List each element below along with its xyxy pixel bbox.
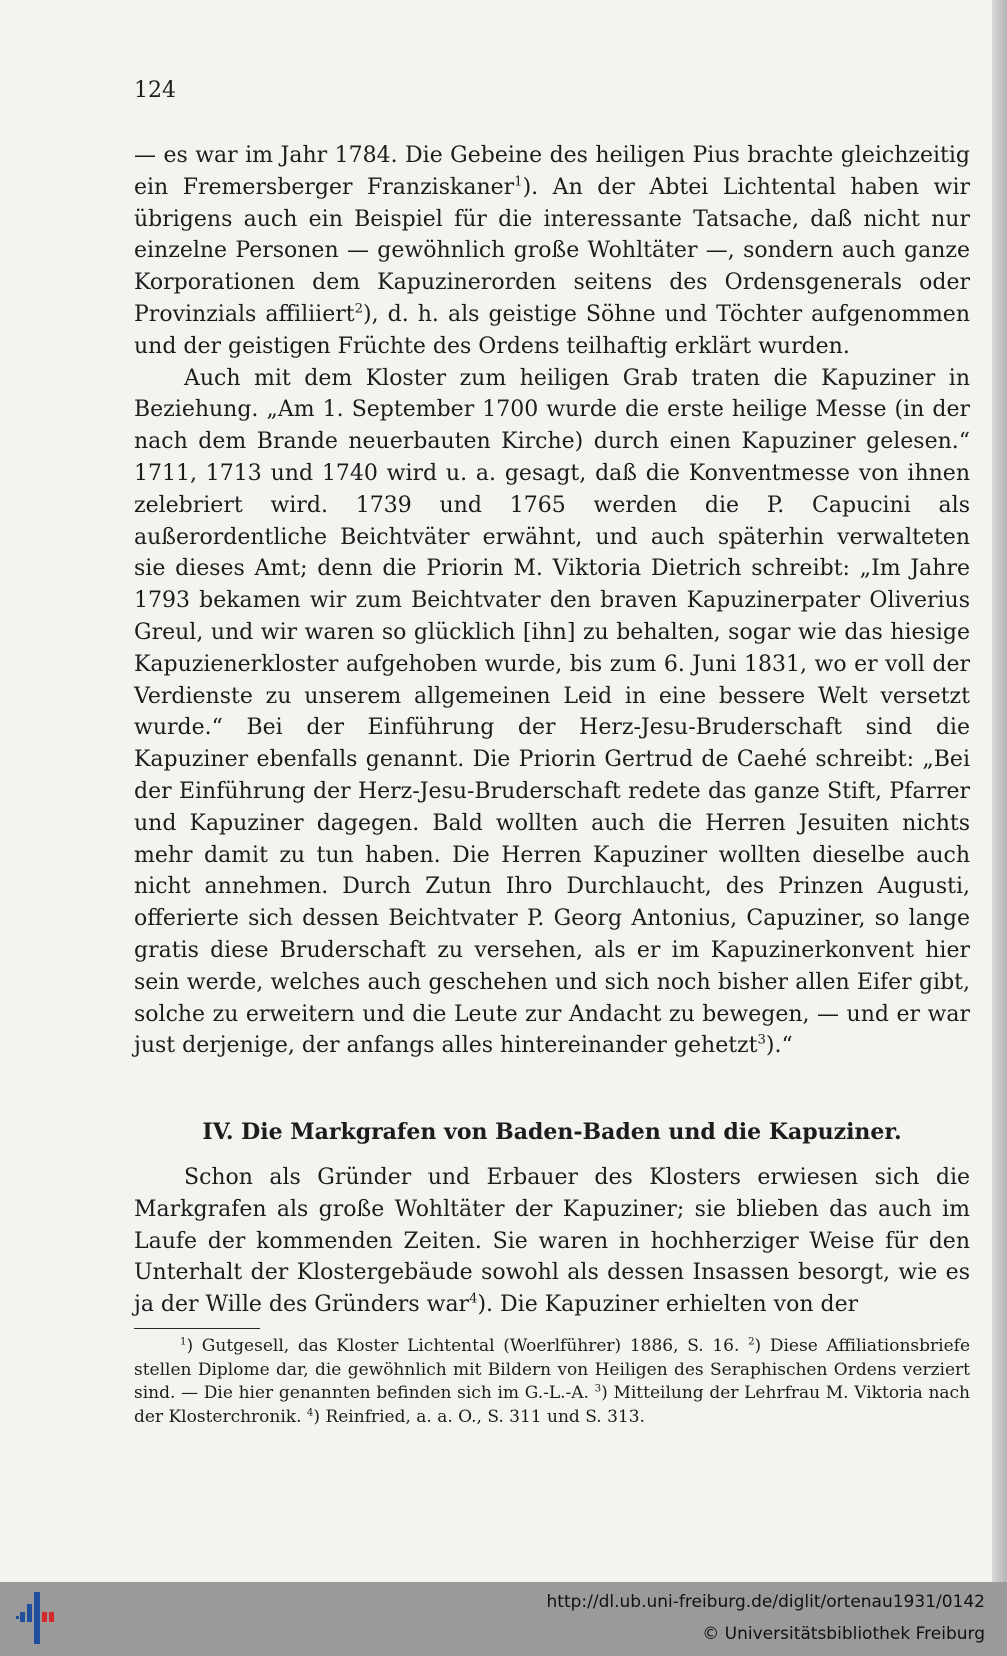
ub-freiburg-logo-icon xyxy=(14,1590,60,1646)
footnote-ref-4: 4 xyxy=(469,1291,478,1307)
footnote-ref-2: 2 xyxy=(354,301,363,317)
copyright-notice: © Universitätsbibliothek Freiburg xyxy=(702,1624,985,1644)
source-url-link[interactable]: http://dl.ub.uni-freiburg.de/diglit/ortenau1931/0142 xyxy=(546,1592,985,1612)
page-number: 124 xyxy=(134,78,176,103)
page-edge xyxy=(992,0,1007,1582)
footnote-ref-1: 1 xyxy=(514,174,523,190)
section-text xyxy=(134,1162,970,1321)
footnote-divider xyxy=(134,1328,260,1329)
footnote-ref-3: 3 xyxy=(757,1032,766,1048)
paragraph-2: Auch mit dem Kloster zum heiligen Grab traten die Kapuziner in Beziehung. „Am 1. September 1700 wurde die erste heilige Messe (in der nach dem Brande neuerbauten Kirche) durch einen Kapuziner gelesen.“ 1711, 1713 und 1740 wird u. a. gesagt, daß die Konventmesse von ihnen zelebriert wird. 1739 und 1765 werden die P. Capucini als außerordentliche Beichtväter erwähnt, und auch späterhin verwalteten sie dieses Amt; denn die Priorin M. Viktoria Dietrich schreibt: „Im Jahre 1793 bekamen wir zum Beichtvater den braven Kapuzinerpater Oliverius Greul, und wir waren so glücklich [ihn] zu behalten, sogar wie das hiesige Kapuzienerkloster aufgehoben wurde, bis zum 6. Juni 1831, wo er voll der Verdienste zu unserem allgemeinen Leid in eine bessere Welt versetzt wurde.“ Bei der Einführung der Herz-Jesu-Bruderschaft sind die Kapuziner ebenfalls genannt. Die Priorin Gertrud de Caehé schreibt: „Bei der Einführung der Herz-Jesu-Bruderschaft redete das ganze Stift, Pfarrer und Kapuziner dagegen. Bald wollten auch die Herren Jesuiten nichts mehr damit zu tun haben. Die Herren Kapuziner wollten dieselbe auch nicht annehmen. Durch Zutun Ihro Durchlaucht, des Prinzen Augusti, offerierte sich dessen Beichtvater P. Georg Antonius, Capuziner, so lange gratis diese Bruderschaft zu versehen, als er im Kapuzinerkonvent hier sein werde, welches auch geschehen und sich noch bisher allen Eifer gibt, solche zu erweitern und die Leute zur Andacht zu bewegen, — und er war just derjenige, der anfangs alles hintereinander gehetzt$^3$).“ xyxy=(134,365,970,1059)
paragraph-1: — es war im Jahr 1784. Die Gebeine des heiligen Pius brachte gleichzeitig ein Fremersberger Franziskaner$^1$). An der Abtei Lichtental haben wir übrigens auch ein Beispiel für die interessante Tatsache, daß nicht nur einzelne Personen — gewöhnlich große Wohltäter —, sondern auch ganze Korporationen dem Kapuzinerorden seitens des Ordensgenerals oder Provinzials affiliiert$^2$), d. h. als geistige Söhne und Töchter aufgenommen und der geistigen Früchte des Ordens teilhaftig erklärt wurden. xyxy=(134,143,970,359)
footnotes: $^1$) Gutgesell, das Kloster Lichtental (Woerlführer) 1886, S. 16. $^2$) Diese Affiliationsbriefe stellen Diplome dar, die gewöhnlich mit Bildern von Heiligen des Seraphischen Ordens verziert sind. — Die hier genannten befinden sich im G.-L.-A. $^3$) Mitteilung der Lehrfrau M. Viktoria nach der Klosterchronik. $^4$) Reinfried, a. a. O., S. 311 und S. 313. xyxy=(134,1336,971,1427)
section-heading: IV. Die Markgrafen von Baden-Baden und die Kapuziner. xyxy=(202,1119,902,1145)
paragraph-3: Schon als Gründer und Erbauer des Klosters erwiesen sich die Markgrafen als große Wohltäter der Kapuziner; sie blieben das auch im Laufe der kommenden Zeiten. Sie waren in hochherziger Weise für den Unterhalt der Klostergebäude sowohl als dessen Insassen besorgt, wie es ja der Wille des Gründers war$^4$). Die Kapuziner erhielten von der xyxy=(134,1165,970,1318)
body-text xyxy=(134,140,970,1062)
viewer-footer xyxy=(0,1582,1007,1656)
